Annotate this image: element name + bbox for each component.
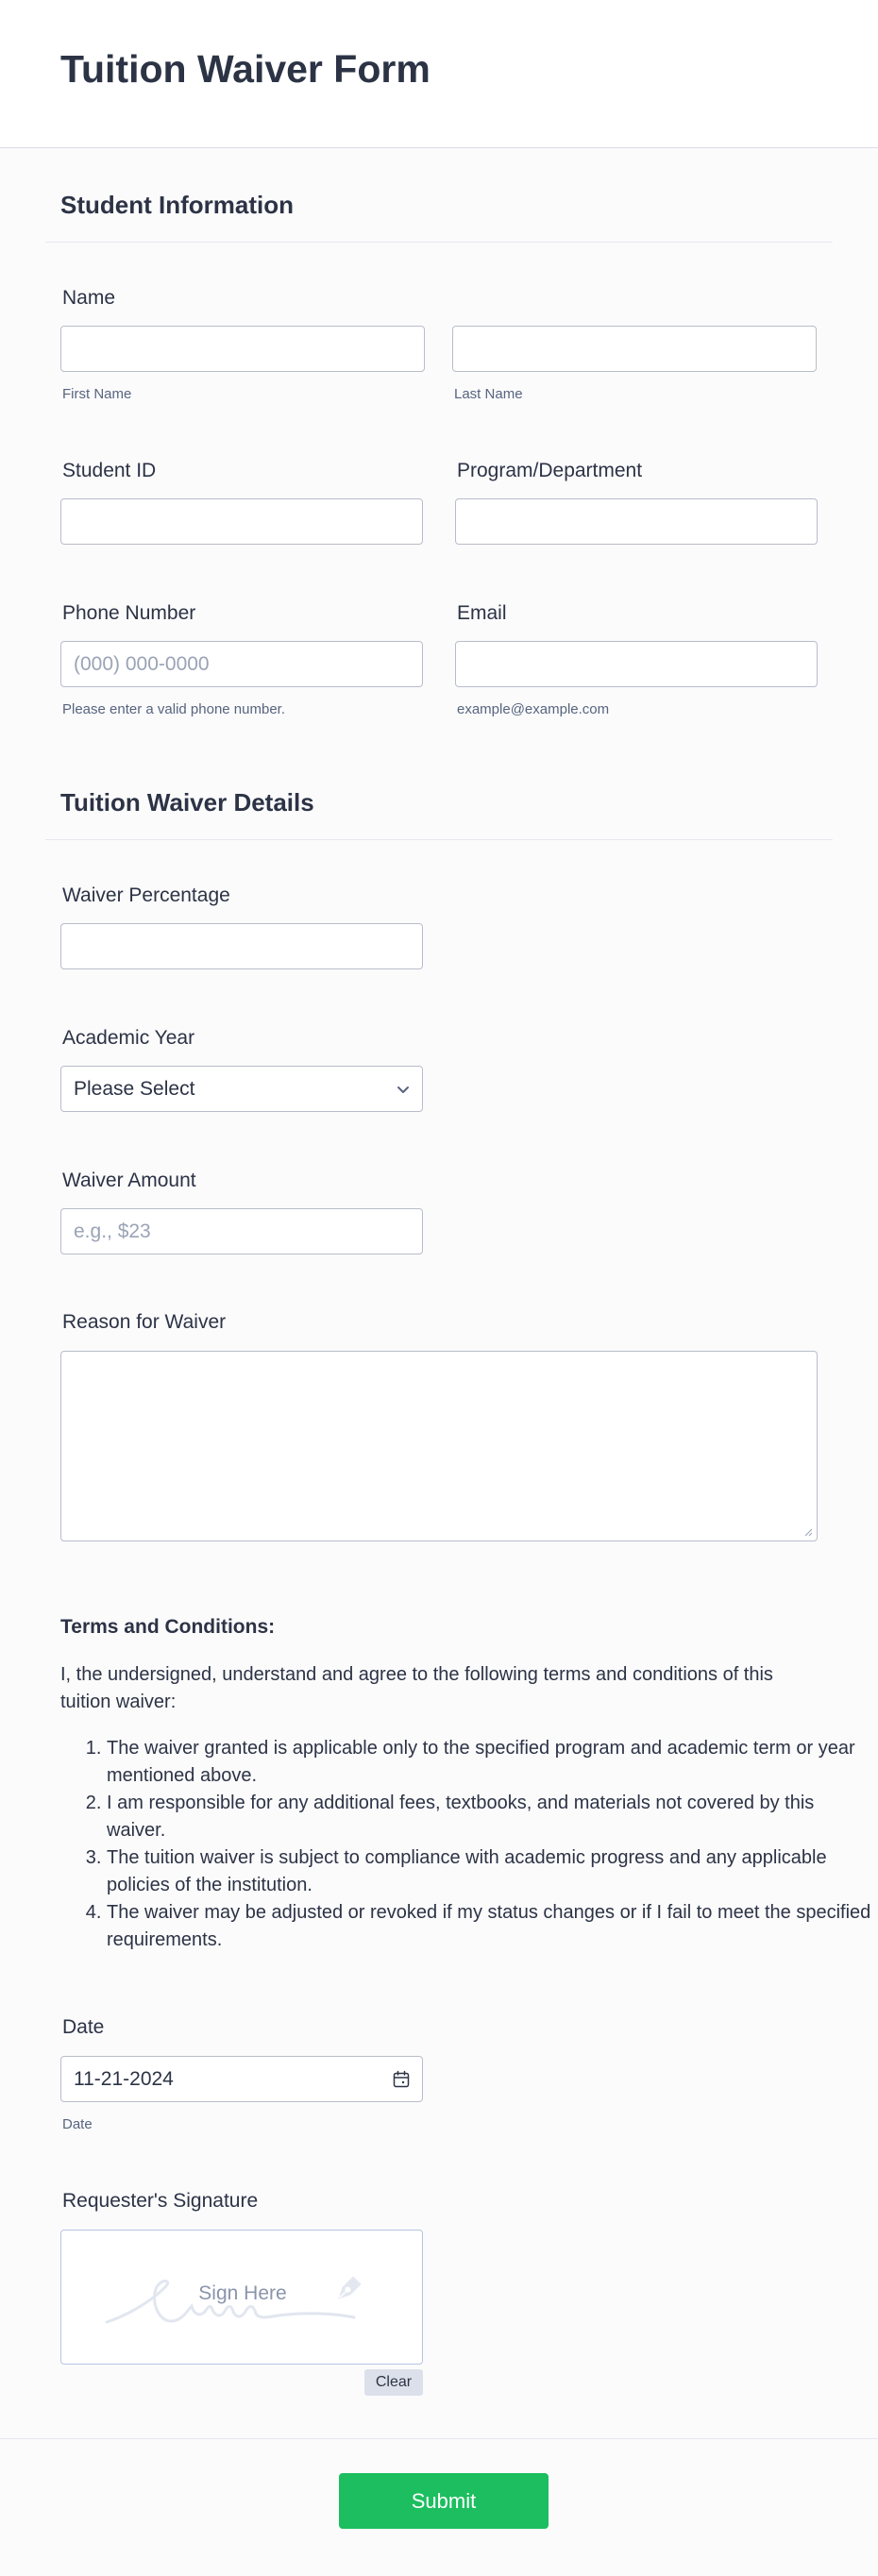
waiver-percentage-input[interactable]	[60, 923, 423, 969]
section-divider	[45, 242, 833, 243]
footer-divider	[0, 2438, 878, 2439]
clear-signature-button[interactable]: Clear	[364, 2369, 423, 2396]
section-title-student-information: Student Information	[60, 191, 294, 219]
phone-number-label: Phone Number	[62, 602, 196, 624]
academic-year-selected: Please Select	[74, 1078, 195, 1100]
phone-number-input[interactable]	[60, 641, 423, 687]
email-label: Email	[457, 602, 507, 624]
academic-year-label: Academic Year	[62, 1027, 195, 1049]
section-divider	[45, 839, 833, 840]
terms-item: 4. The waiver may be adjusted or revoked if my status changes or if I fail to meet the specified requirements.	[107, 1899, 871, 1954]
waiver-amount-input[interactable]	[60, 1208, 423, 1254]
waiver-percentage-label: Waiver Percentage	[62, 884, 230, 906]
submit-button[interactable]: Submit	[339, 2473, 549, 2529]
reason-for-waiver-textarea[interactable]	[60, 1351, 818, 1541]
terms-intro: I, the undersigned, understand and agree to the following terms and conditions of this tuition waiver:	[60, 1664, 773, 1712]
phone-number-sublabel: Please enter a valid phone number.	[62, 701, 285, 717]
date-input[interactable]	[60, 2056, 423, 2102]
student-id-input[interactable]	[60, 498, 423, 545]
terms-list	[60, 1735, 871, 1954]
chevron-down-icon	[394, 1080, 413, 1099]
email-sublabel: example@example.com	[457, 701, 610, 717]
form-header	[0, 0, 878, 148]
date-value: 11-21-2024	[74, 2068, 174, 2090]
terms-item: 1. The waiver granted is applicable only to the specified program and academic term or year mentioned above.	[107, 1735, 871, 1790]
date-sublabel: Date	[62, 2116, 93, 2132]
academic-year-select[interactable]	[60, 1066, 423, 1112]
first-name-input[interactable]	[60, 326, 425, 372]
program-department-input[interactable]	[455, 498, 818, 545]
form-title: Tuition Waiver Form	[60, 47, 431, 91]
resize-grip-icon[interactable]	[803, 1527, 813, 1537]
student-id-label: Student ID	[62, 460, 157, 481]
last-name-input[interactable]	[452, 326, 817, 372]
signature-label: Requester's Signature	[62, 2190, 259, 2212]
terms-item: 3. The tuition waiver is subject to compliance with academic progress and any applicable policies of the institution.	[107, 1844, 871, 1899]
last-name-sublabel: Last Name	[454, 386, 523, 402]
terms-item: 2. I am responsible for any additional fees, textbooks, and materials not covered by this waiver.	[107, 1790, 871, 1844]
program-department-label: Program/Department	[457, 460, 643, 481]
reason-for-waiver-label: Reason for Waiver	[62, 1311, 227, 1333]
first-name-sublabel: First Name	[62, 386, 132, 402]
signature-pad[interactable]	[60, 2230, 423, 2365]
waiver-amount-label: Waiver Amount	[62, 1170, 196, 1191]
name-label: Name	[62, 287, 116, 309]
pen-nib-icon	[326, 2270, 367, 2312]
email-input[interactable]	[455, 641, 818, 687]
signature-placeholder: Sign Here	[198, 2282, 287, 2304]
calendar-icon[interactable]	[392, 2070, 411, 2089]
date-label: Date	[62, 2016, 105, 2038]
terms-heading: Terms and Conditions:	[60, 1616, 276, 1638]
section-title-tuition-waiver-details: Tuition Waiver Details	[60, 788, 314, 817]
